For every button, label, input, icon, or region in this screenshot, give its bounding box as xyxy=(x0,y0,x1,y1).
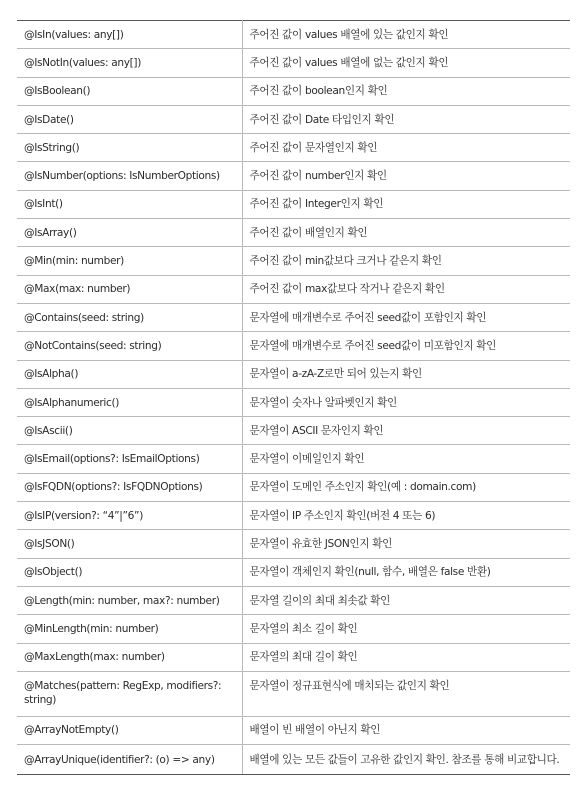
decorator-cell: @IsAlpha() xyxy=(17,360,242,388)
table-row xyxy=(17,190,570,218)
decorator-cell: @IsDate() xyxy=(17,105,242,133)
decorator-cell: @MinLength(min: number) xyxy=(17,615,242,643)
decorator-cell: @MaxLength(max: number) xyxy=(17,643,242,671)
table-row xyxy=(17,615,570,643)
table-row xyxy=(17,105,570,133)
decorator-cell: @Length(min: number, max?: number) xyxy=(17,586,242,614)
table-row xyxy=(17,388,570,416)
description-cell: 문자열에 매개변수로 주어진 seed값이 포함인지 확인 xyxy=(242,303,570,331)
table-row xyxy=(17,360,570,388)
table-row xyxy=(17,247,570,275)
table-row xyxy=(17,134,570,162)
table-row xyxy=(17,417,570,445)
description-cell: 문자열이 IP 주소인지 확인(버전 4 또는 6) xyxy=(242,502,570,530)
description-cell: 주어진 값이 values 배열에 없는 값인지 확인 xyxy=(242,49,570,77)
decorator-cell: @IsBoolean() xyxy=(17,77,242,105)
table-row xyxy=(17,162,570,190)
description-cell: 문자열이 객체인지 확인(null, 함수, 배열은 false 반환) xyxy=(242,558,570,586)
table-row xyxy=(17,530,570,558)
decorator-cell: @IsString() xyxy=(17,134,242,162)
decorator-cell: @IsAscii() xyxy=(17,417,242,445)
table-row xyxy=(17,586,570,614)
decorator-cell: @IsEmail(options?: IsEmailOptions) xyxy=(17,445,242,473)
table-row xyxy=(17,671,570,716)
description-cell: 주어진 값이 values 배열에 있는 값인지 확인 xyxy=(242,21,570,49)
decorator-cell: @IsObject() xyxy=(17,558,242,586)
description-cell: 문자열 길이의 최대 최솟값 확인 xyxy=(242,586,570,614)
description-cell: 주어진 값이 배열인지 확인 xyxy=(242,219,570,247)
decorator-cell: @Matches(pattern: RegExp, modifiers?: string) xyxy=(17,671,242,716)
description-cell: 주어진 값이 number인지 확인 xyxy=(242,162,570,190)
description-cell: 문자열에 매개변수로 주어진 seed값이 미포함인지 확인 xyxy=(242,332,570,360)
description-cell: 주어진 값이 boolean인지 확인 xyxy=(242,77,570,105)
decorator-cell: @IsIP(version?: “4”|”6”) xyxy=(17,502,242,530)
description-cell: 문자열이 정규표현식에 매치되는 값인지 확인 xyxy=(242,671,570,716)
table-row xyxy=(17,643,570,671)
table-row xyxy=(17,745,570,775)
table-row xyxy=(17,49,570,77)
decorator-cell: @IsJSON() xyxy=(17,530,242,558)
description-cell: 문자열이 도메인 주소인지 확인(예 : domain.com) xyxy=(242,473,570,501)
table-row xyxy=(17,77,570,105)
description-cell: 문자열이 유효한 JSON인지 확인 xyxy=(242,530,570,558)
validator-table xyxy=(17,20,570,775)
description-cell: 주어진 값이 Date 타입인지 확인 xyxy=(242,105,570,133)
description-cell: 문자열이 숫자나 알파벳인지 확인 xyxy=(242,388,570,416)
decorator-cell: @NotContains(seed: string) xyxy=(17,332,242,360)
table-row xyxy=(17,219,570,247)
table-row xyxy=(17,445,570,473)
table-row xyxy=(17,473,570,501)
description-cell: 배열이 빈 배열이 아닌지 확인 xyxy=(242,716,570,744)
description-cell: 배열에 있는 모든 값들이 고유한 값인지 확인. 참조를 통해 비교합니다. xyxy=(242,745,570,775)
description-cell: 문자열의 최대 길이 확인 xyxy=(242,643,570,671)
description-cell: 주어진 값이 문자열인지 확인 xyxy=(242,134,570,162)
description-cell: 문자열이 ASCII 문자인지 확인 xyxy=(242,417,570,445)
table-row xyxy=(17,502,570,530)
decorator-cell: @IsInt() xyxy=(17,190,242,218)
table-row xyxy=(17,21,570,49)
table-row xyxy=(17,275,570,303)
description-cell: 문자열이 이메일인지 확인 xyxy=(242,445,570,473)
decorator-cell: @IsNotIn(values: any[]) xyxy=(17,49,242,77)
decorator-cell: @IsFQDN(options?: IsFQDNOptions) xyxy=(17,473,242,501)
decorator-cell: @IsArray() xyxy=(17,219,242,247)
table-row xyxy=(17,303,570,331)
validator-table-body xyxy=(17,21,570,775)
table-row xyxy=(17,558,570,586)
description-cell: 주어진 값이 max값보다 작거나 같은지 확인 xyxy=(242,275,570,303)
decorator-cell: @IsIn(values: any[]) xyxy=(17,21,242,49)
table-row xyxy=(17,716,570,744)
decorator-cell: @Max(max: number) xyxy=(17,275,242,303)
description-cell: 문자열이 a-zA-Z로만 되어 있는지 확인 xyxy=(242,360,570,388)
decorator-cell: @IsNumber(options: IsNumberOptions) xyxy=(17,162,242,190)
description-cell: 주어진 값이 Integer인지 확인 xyxy=(242,190,570,218)
decorator-cell: @IsAlphanumeric() xyxy=(17,388,242,416)
description-cell: 문자열의 최소 길이 확인 xyxy=(242,615,570,643)
decorator-cell: @ArrayUnique(identifier?: (o) => any) xyxy=(17,745,242,775)
decorator-cell: @ArrayNotEmpty() xyxy=(17,716,242,744)
table-row xyxy=(17,332,570,360)
description-cell: 주어진 값이 min값보다 크거나 같은지 확인 xyxy=(242,247,570,275)
decorator-cell: @Contains(seed: string) xyxy=(17,303,242,331)
decorator-cell: @Min(min: number) xyxy=(17,247,242,275)
